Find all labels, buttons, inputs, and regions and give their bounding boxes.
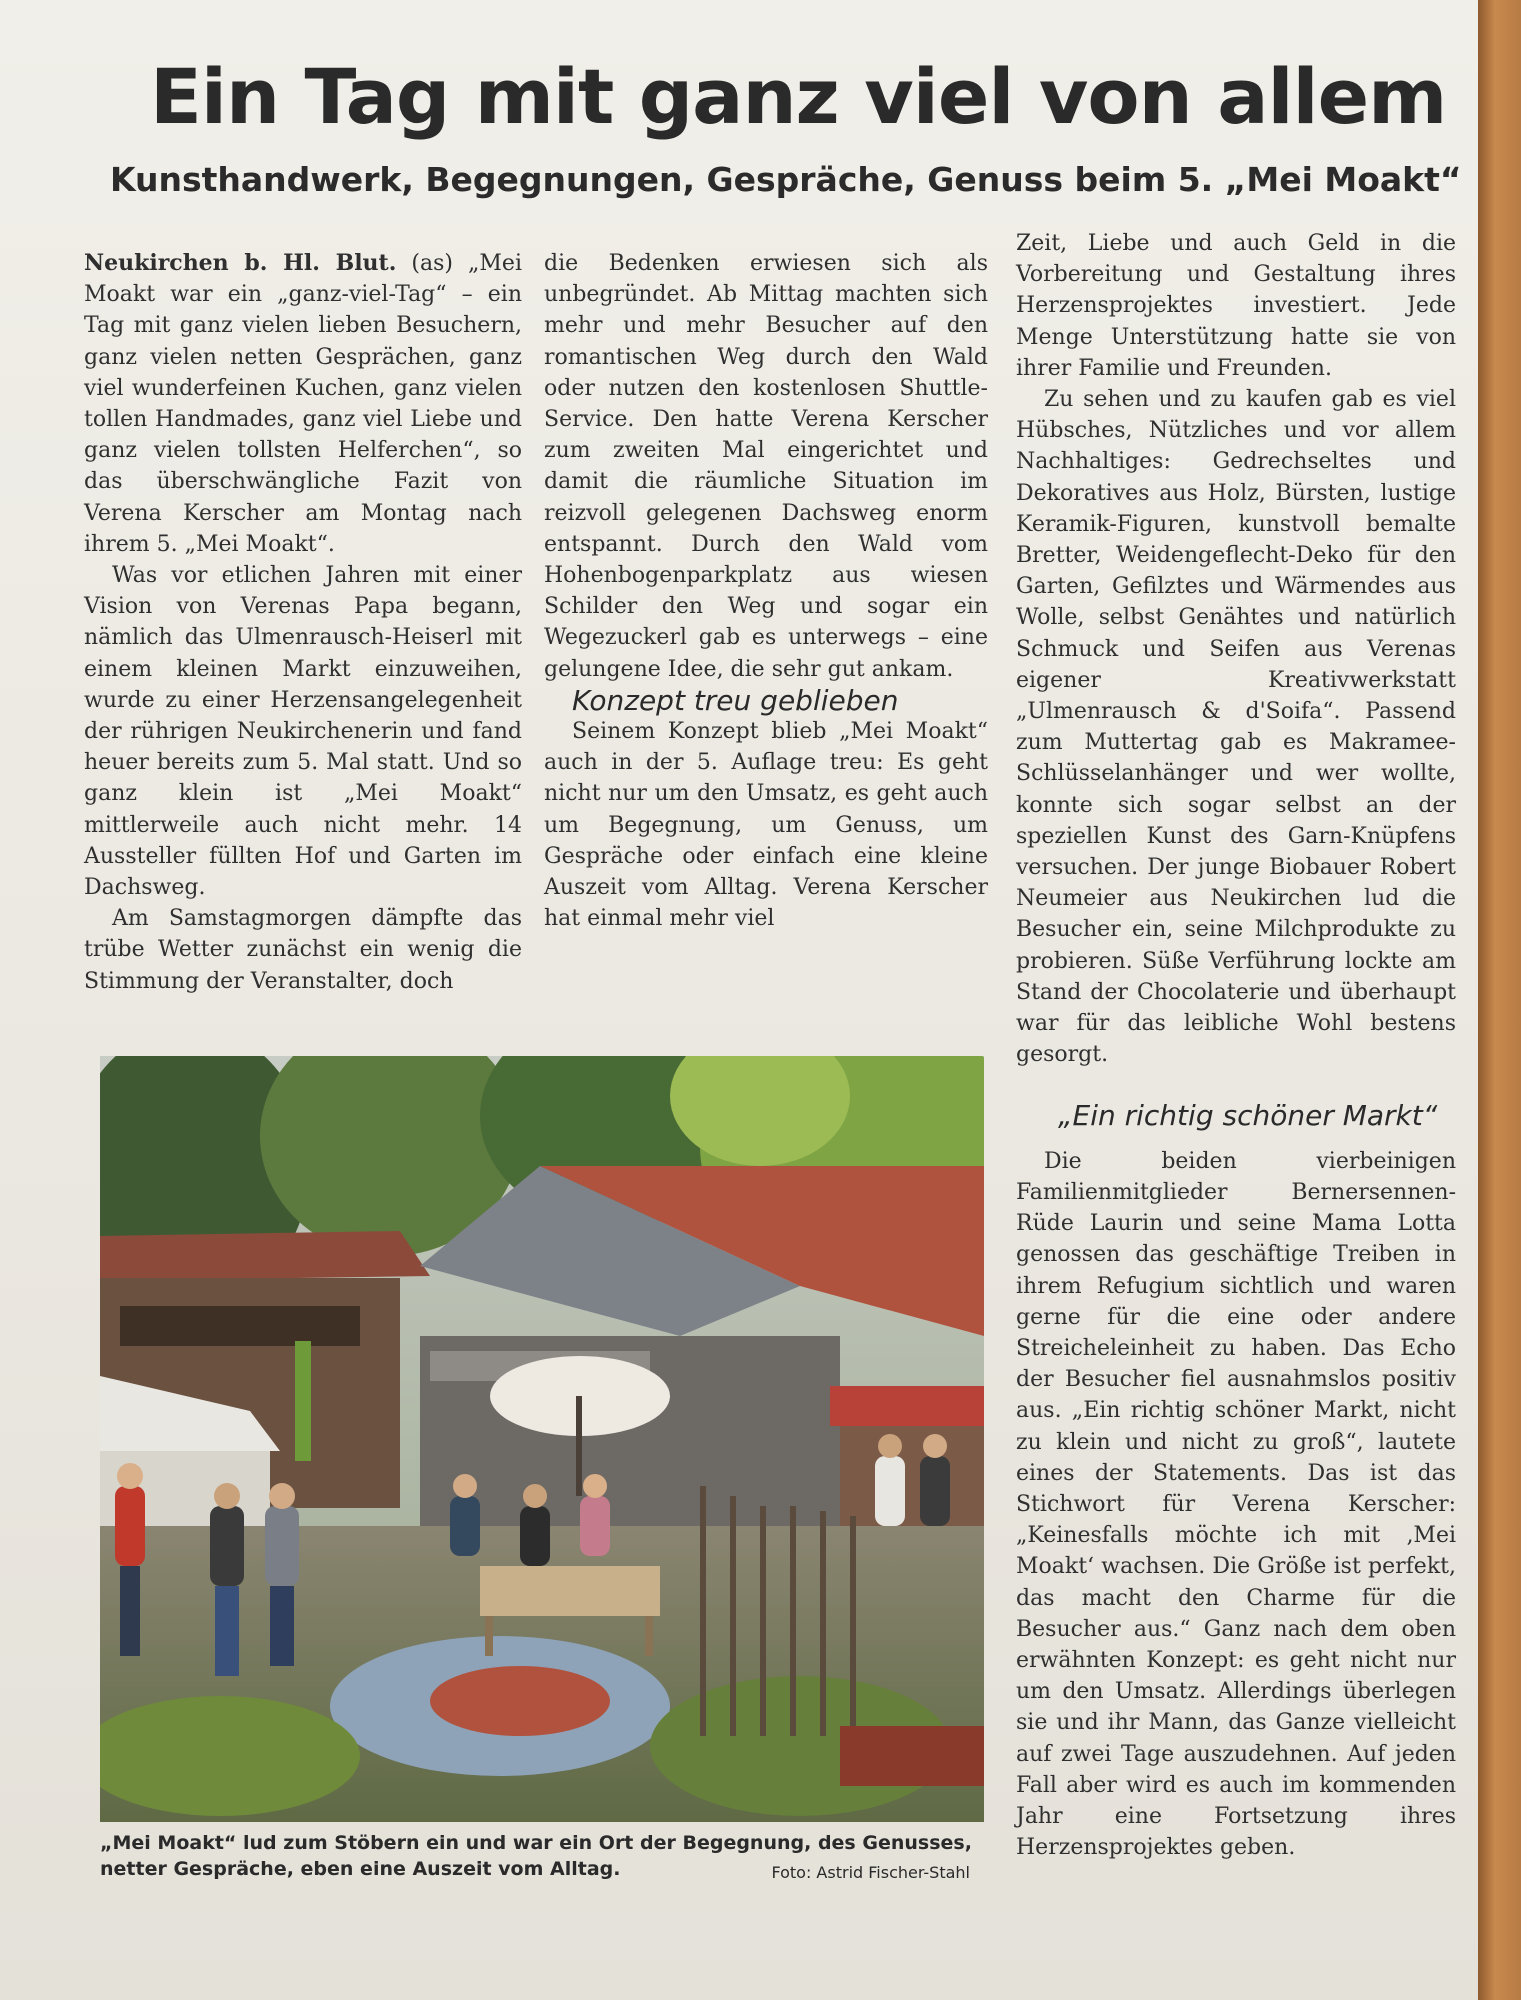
section-subtitle: Konzept treu geblieben (572, 683, 899, 717)
paragraph: Am Samstagmorgen dämpfte das trübe Wetter zunächst ein wenig die Stimmung der Veranstalter, doch (84, 906, 522, 994)
caption-text: „Mei Moakt“ lud zum Stöbern ein und war ein Ort der Begegnung, des Genusses, netter Gespräche, eben eine Auszeit vom Alltag. (100, 1832, 972, 1880)
subheadline: Kunsthandwerk, Begegnungen, Gespräche, Genuss beim 5. „Mei Moakt“ (110, 160, 1462, 199)
market-scene-illustration (100, 1056, 984, 1822)
photo-caption (100, 1830, 984, 1886)
paragraph: Zeit, Liebe und auch Geld in die Vorbereitung und Gestaltung ihres Herzensprojektes investiert. Jede Menge Unterstützung hatte sie von ihrer Familie und Freunden. (1016, 231, 1456, 381)
section-subtitle: „Ein richtig schöner Markt“ (1058, 1099, 1438, 1133)
table-edge (1478, 0, 1521, 2000)
photo-credit: Foto: Astrid Fischer-Stahl (771, 1863, 970, 1882)
dateline: Neukirchen b. Hl. Blut. (84, 250, 397, 276)
paragraph: Was vor etlichen Jahren mit einer Vision von Verenas Papa begann, nämlich das Ulmenrausch-Heiserl mit einem kleinen Markt einzuweihen, wurde zu einer Herzensangelegenheit der rührigen Neukirchenerin und fand heuer bereits zum 5. Mal statt. Und so ganz klein ist „Mei Moakt“ mittlerweile auch nicht mehr. 14 Aussteller füllten Hof und Garten im Dachsweg. (84, 563, 522, 901)
paragraph (84, 248, 522, 560)
article-column-1 (84, 248, 522, 997)
paragraph: Seinem Konzept blieb „Mei Moakt“ auch in der 5. Auflage treu: Es geht nicht nur um den Umsatz, es geht auch um Begegnung, um Genuss, um Gespräche oder einfach eine kleine Auszeit vom Alltag. Verena Kerscher hat einmal mehr viel (544, 719, 988, 932)
market-photo (100, 1056, 984, 1822)
headline: Ein Tag mit ganz viel von allem (150, 52, 1447, 141)
paragraph: Die beiden vierbeinigen Familienmitglieder Bernersennen-Rüde Laurin und seine Mama Lotta genossen das geschäftige Treiben in ihrem Refugium sichtlich und waren gerne für die eine oder andere Streicheleinheit zu haben. Das Echo der Besucher fiel ausnahmslos positiv aus. „Ein richtig schöner Markt, nicht zu klein und nicht zu groß“, lautete eines der Statements. Das ist das Stichwort für Verena Kerscher: „Keinesfalls möchte ich mit ‚Mei Moakt‘ wachsen. Die Größe ist perfekt, das macht den Charme für die Besucher aus.“ Ganz nach dem oben erwähnten Konzept: es geht nicht nur um den Umsatz. Allerdings überlegen sie und ihr Mann, das Ganze vielleicht auf zwei Tage auszudehnen. Auf jeden Fall aber wird es auch im kommenden Jahr eine Fortsetzung ihres Herzensprojektes geben. (1016, 1148, 1456, 1861)
paragraph: Zu sehen und zu kaufen gab es viel Hübsches, Nützliches und vor allem Nachhaltiges: Gedrechseltes und Dekoratives aus Holz, Bürsten, lustige Keramik-Figuren, kunstvoll bemalte Bretter, Weidengeflecht-Deko für den Garten, Gefilztes und Wärmendes aus Wolle, selbst Genähtes und natürlich Schmuck und Seifen aus Verenas eigener Kreativwerkstatt „Ulmenrausch & d'Soifa“. Passend zum Muttertag gab es Makramee-Schlüsselanhänger und wer wollte, konnte sich sogar selbst an der speziellen Kunst des Garn-Knüpfens versuchen. Der junge Biobauer Robert Neumeier aus Neukirchen lud die Besucher ein, seine Milchprodukte zu probieren. Süße Verführung lockte am Stand der Chocolaterie und überhaupt war für das leibliche Wohl bestens gesorgt. (1016, 387, 1456, 1068)
paragraph-text: (as) „Mei Moakt war ein „ganz-viel-Tag“ – ein Tag mit ganz vielen lieben Besuchern, ganz vielen netten Gesprächen, ganz viel wunderfeinen Kuchen, ganz vielen tollen Handmades, ganz viel Liebe und ganz vielen tollsten Helferchen“, so das überschwängliche Fazit von Verena Kerscher am Montag nach ihrem 5. „Mei Moakt“. (84, 251, 522, 557)
article-column-2 (544, 248, 988, 934)
paragraph: die Bedenken erwiesen sich als unbegründet. Ab Mittag machten sich mehr und mehr Besucher auf den romantischen Weg durch den Wald oder nutzen den kostenlosen Shuttle-Service. Den hatte Verena Kerscher zum zweiten Mal eingerichtet und damit die räumliche Situation im reizvoll gelegenen Dachsweg enorm entspannt. Durch den Wald vom Hohenbogenparkplatz aus wiesen Schilder den Weg und sogar ein Wegezuckerl gab es unterwegs – eine gelungene Idee, die sehr gut ankam. (544, 251, 988, 682)
article-column-3 (1016, 228, 1456, 1863)
